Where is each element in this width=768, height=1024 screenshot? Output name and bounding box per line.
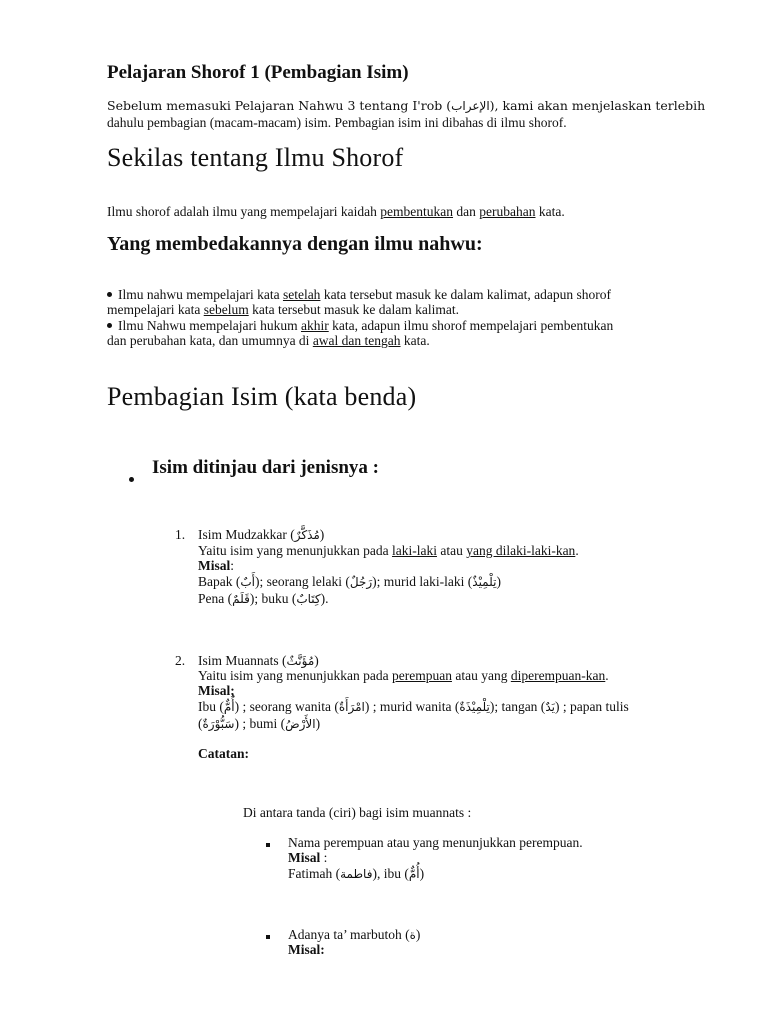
intro-line-1: Sebelum memasuki Pelajaran Nahwu 3 tentang I'rob (الإعراب), kami akan menjelaskan terlebih xyxy=(107,98,706,113)
note-2-title: Adanya ta’ marbutoh (ة) xyxy=(288,927,421,942)
item-2-definition: Yaitu isim yang menunjukkan pada perempuan atau yang diperempuan-kan. xyxy=(198,668,609,683)
difference-bullet-1-line-2: mempelajari kata sebelum kata tersebut masuk ke dalam kalimat. xyxy=(107,302,460,317)
square-bullet-icon xyxy=(266,838,270,856)
shorof-definition: Ilmu shorof adalah ilmu yang mempelajari kaidah pembentukan dan perubahan kata. xyxy=(107,204,565,219)
difference-bullet-2-line-1: Ilmu Nahwu mempelajari hukum akhir kata, adapun ilmu shorof mempelajari pembentukan xyxy=(107,317,613,334)
section-heading-ilmu-shorof: Sekilas tentang Ilmu Shorof xyxy=(107,143,404,172)
item-1-definition: Yaitu isim yang menunjukkan pada laki-laki atau yang dilaki-laki-kan. xyxy=(198,543,579,558)
item-2-number: 2. xyxy=(175,653,186,668)
bullet-icon xyxy=(107,292,112,297)
item-1-examples-line-2: Pena (قَلَمٌ); buku (كِتَابٌ). xyxy=(198,591,329,606)
item-1-misal-label: Misal: xyxy=(198,558,235,573)
note-1-misal: Misal : xyxy=(288,850,328,865)
bullet-icon xyxy=(107,323,112,328)
sub-heading-jenis: Isim ditinjau dari jenisnya : xyxy=(152,457,379,478)
item-1-number: 1. xyxy=(175,527,186,542)
page-title: Pelajaran Shorof 1 (Pembagian Isim) xyxy=(107,62,409,83)
catatan-label: Catatan: xyxy=(198,746,249,761)
note-2-misal: Misal: xyxy=(288,942,325,957)
sub-bullet-icon xyxy=(129,469,134,487)
item-2-misal-label: Misal; xyxy=(198,683,235,698)
arabic-irob: الإعراب xyxy=(451,99,490,113)
item-1-title: Isim Mudzakkar (مُذَكَّرٌ) xyxy=(198,527,325,542)
section-heading-pembagian-isim: Pembagian Isim (kata benda) xyxy=(107,382,417,411)
item-2-examples-line-2: (سَبُّوْرَةٌ) ; bumi (الأَرْضُ) xyxy=(198,716,321,731)
note-1-title: Nama perempuan atau yang menunjukkan perempuan. xyxy=(288,835,583,850)
item-2-examples-line-1: Ibu (أُمٌّ) ; seorang wanita (امْرَأَةٌ) ; murid wanita (تِلْمِيْذَةٌ); tangan (يَدٌ) ; papan tulis xyxy=(198,699,629,714)
item-1-examples-line-1: Bapak (أَبٌ); seorang lelaki (رَجُلٌ); murid laki-laki (تِلْمِيْذٌ) xyxy=(198,574,501,589)
note-1-examples: Fatimah (فاطمة), ibu (أُمٌّ) xyxy=(288,866,425,881)
item-2-title: Isim Muannats (مُؤَنَّثٌ) xyxy=(198,653,319,668)
difference-bullet-1-line-1: Ilmu nahwu mempelajari kata setelah kata tersebut masuk ke dalam kalimat, adapun shorof xyxy=(107,286,611,303)
intro-line-2: dahulu pembagian (macam-macam) isim. Pembagian isim ini dibahas di ilmu shorof. xyxy=(107,115,567,130)
section-heading-difference: Yang membedakannya dengan ilmu nahwu: xyxy=(107,233,483,255)
notes-intro: Di antara tanda (ciri) bagi isim muannats : xyxy=(243,805,472,820)
difference-bullet-2-line-2: dan perubahan kata, dan umumnya di awal dan tengah kata. xyxy=(107,333,430,348)
square-bullet-icon xyxy=(266,930,270,948)
